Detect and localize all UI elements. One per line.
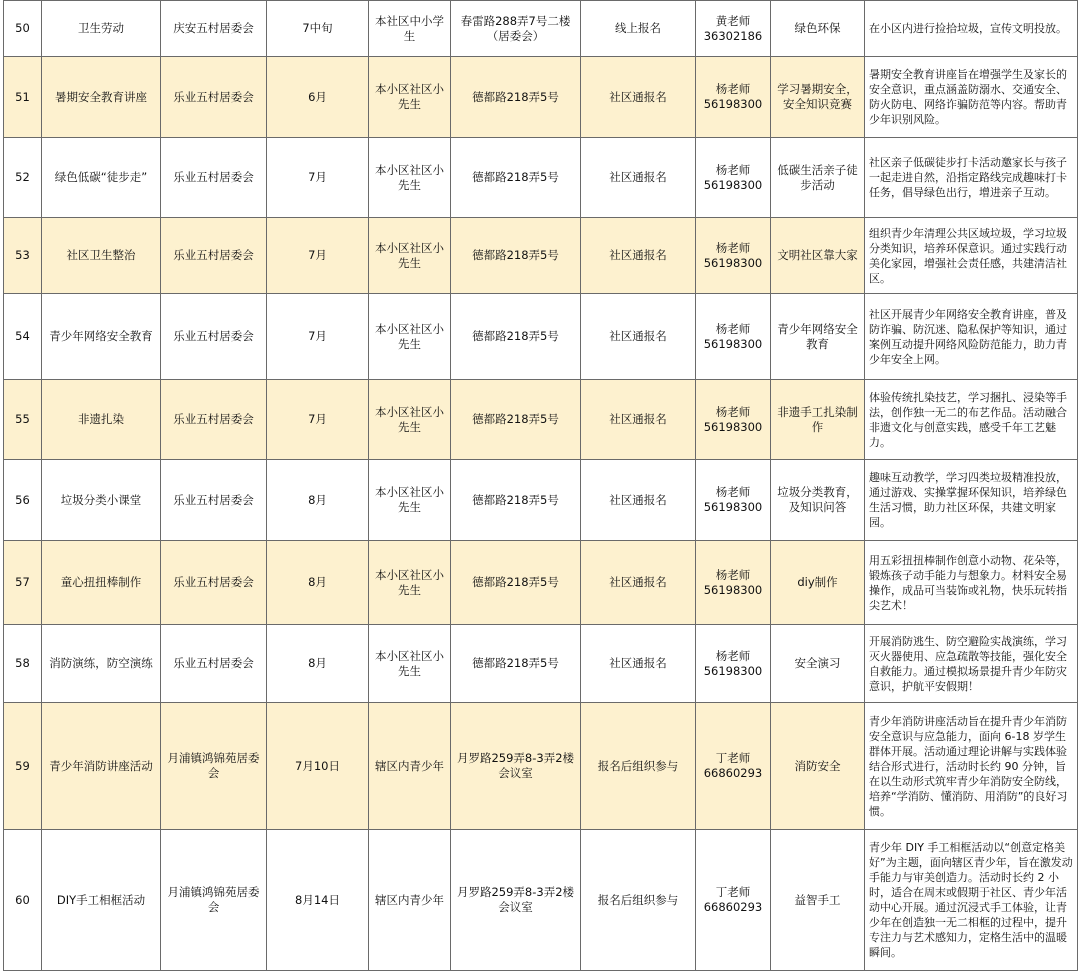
target-audience: 辖区内青少年 [369, 830, 451, 971]
location: 德都路218弄5号 [451, 625, 581, 703]
table-row [4, 703, 1078, 830]
activity-name: 青少年网络安全教育 [42, 294, 161, 380]
row-number: 50 [4, 1, 42, 57]
location: 德都路218弄5号 [451, 460, 581, 541]
activity-type: 绿色环保 [771, 1, 865, 57]
activity-type: 益智手工 [771, 830, 865, 971]
contact-name: 丁老师 [715, 751, 751, 765]
activity-time: 7月 [267, 218, 369, 294]
table-row [4, 541, 1078, 625]
signup-method: 社区通报名 [581, 541, 696, 625]
location: 德都路218弄5号 [451, 138, 581, 218]
contact [696, 138, 771, 218]
organizer: 乐业五村居委会 [161, 57, 267, 138]
location: 德都路218弄5号 [451, 541, 581, 625]
signup-method: 社区通报名 [581, 625, 696, 703]
location: 德都路218弄5号 [451, 218, 581, 294]
activity-time: 8月 [267, 541, 369, 625]
organizer: 乐业五村居委会 [161, 218, 267, 294]
location: 月罗路259弄8-3弄2楼会议室 [451, 703, 581, 830]
activity-time: 6月 [267, 57, 369, 138]
signup-method: 报名后组织参与 [581, 830, 696, 971]
activity-time: 7月 [267, 380, 369, 460]
row-number: 56 [4, 460, 42, 541]
contact [696, 460, 771, 541]
target-audience: 辖区内青少年 [369, 703, 451, 830]
contact [696, 57, 771, 138]
activity-type: 非遗手工扎染制作 [771, 380, 865, 460]
contact-name: 杨老师 [715, 321, 751, 336]
row-number: 52 [4, 138, 42, 218]
target-audience: 本小区社区小先生 [369, 218, 451, 294]
table-row [4, 218, 1078, 294]
contact-name: 丁老师 [715, 885, 751, 899]
table-row [4, 380, 1078, 460]
row-number: 53 [4, 218, 42, 294]
signup-method: 社区通报名 [581, 138, 696, 218]
description: 暑期安全教育讲座旨在增强学生及家长的安全意识，重点涵盖防溺水、交通安全、防火防电、网络诈骗防范等内容。帮助青少年识别风险。 [865, 57, 1078, 138]
target-audience: 本小区社区小先生 [369, 541, 451, 625]
contact [696, 830, 771, 971]
organizer: 月浦镇鸿锦苑居委会 [161, 830, 267, 971]
target-audience: 本社区中小学生 [369, 1, 451, 57]
contact-phone: 66860293 [703, 900, 763, 914]
row-number: 54 [4, 294, 42, 380]
contact-phone: 56198300 [703, 97, 763, 111]
contact-name: 杨老师 [715, 567, 751, 582]
activity-type: 低碳生活亲子徒步活动 [771, 138, 865, 218]
table-row [4, 625, 1078, 703]
activity-name: 童心扭扭棒制作 [42, 541, 161, 625]
activity-name: 卫生劳动 [42, 1, 161, 57]
contact [696, 1, 771, 57]
description: 开展消防逃生、防空避险实战演练，学习灭火器使用、应急疏散等技能，强化安全自救能力。通过模拟场景提升青少年防灾意识，护航平安假期！ [865, 625, 1078, 703]
table-row [4, 830, 1078, 971]
activity-type: 安全演习 [771, 625, 865, 703]
location: 春雷路288弄7号二楼（居委会） [451, 1, 581, 57]
contact-phone: 66860293 [703, 766, 763, 780]
contact [696, 294, 771, 380]
target-audience: 本小区社区小先生 [369, 294, 451, 380]
table-row [4, 57, 1078, 138]
organizer: 庆安五村居委会 [161, 1, 267, 57]
contact [696, 380, 771, 460]
description: 在小区内进行捡拾垃圾，宣传文明投放。 [865, 1, 1078, 57]
activity-type: 文明社区靠大家 [771, 218, 865, 294]
contact [696, 218, 771, 294]
description: 青少年消防讲座活动旨在提升青少年消防安全意识与应急能力，面向 6-18 岁学生群体开展。活动通过理论讲解与实践体验结合形式进行，活动时长约 90 分钟，旨在以生动形式筑牢青少年消防安全防线，培养“学消防、懂消防、用消防”的良好习惯。 [865, 703, 1078, 830]
activity-name: DIY手工相框活动 [42, 830, 161, 971]
activity-time: 8月14日 [267, 830, 369, 971]
signup-method: 社区通报名 [581, 57, 696, 138]
signup-method: 社区通报名 [581, 294, 696, 380]
activity-type: 学习暑期安全，安全知识竞赛 [771, 57, 865, 138]
activity-table [3, 0, 1078, 971]
description: 用五彩扭扭棒制作创意小动物、花朵等，锻炼孩子动手能力与想象力。材料安全易操作，成品可当装饰或礼物，快乐玩转指尖艺术！ [865, 541, 1078, 625]
activity-name: 绿色低碳“徒步走” [42, 138, 161, 218]
location: 德都路218弄5号 [451, 57, 581, 138]
row-number: 60 [4, 830, 42, 971]
signup-method: 社区通报名 [581, 218, 696, 294]
location: 德都路218弄5号 [451, 294, 581, 380]
target-audience: 本小区社区小先生 [369, 380, 451, 460]
row-number: 57 [4, 541, 42, 625]
contact-name: 杨老师 [715, 648, 751, 663]
target-audience: 本小区社区小先生 [369, 625, 451, 703]
organizer: 月浦镇鸿锦苑居委会 [161, 703, 267, 830]
table-row [4, 138, 1078, 218]
activity-type: 垃圾分类教育，及知识问答 [771, 460, 865, 541]
row-number: 59 [4, 703, 42, 830]
activity-time: 8月 [267, 625, 369, 703]
activity-type: 青少年网络安全教育 [771, 294, 865, 380]
contact-phone: 56198300 [703, 582, 763, 597]
contact-name: 杨老师 [715, 404, 751, 419]
description: 社区亲子低碳徒步打卡活动邀家长与孩子一起走进自然，沿指定路线完成趣味打卡任务，倡导绿色出行，增进亲子互动。 [865, 138, 1078, 218]
activity-name: 垃圾分类小课堂 [42, 460, 161, 541]
contact-name: 杨老师 [715, 240, 751, 255]
contact-name: 杨老师 [715, 162, 751, 177]
organizer: 乐业五村居委会 [161, 625, 267, 703]
organizer: 乐业五村居委会 [161, 541, 267, 625]
activity-name: 社区卫生整治 [42, 218, 161, 294]
activity-name: 消防演练，防空演练 [42, 625, 161, 703]
contact [696, 703, 771, 830]
activity-time: 7月 [267, 138, 369, 218]
contact-phone: 56198300 [703, 336, 763, 351]
description: 趣味互动教学，学习四类垃圾精准投放，通过游戏、实操掌握环保知识，培养绿色生活习惯，助力社区环保，共建文明家园。 [865, 460, 1078, 541]
signup-method: 社区通报名 [581, 460, 696, 541]
description: 社区开展青少年网络安全教育讲座，普及防诈骗、防沉迷、隐私保护等知识，通过案例互动提升网络风险防范能力，助力青少年安全上网。 [865, 294, 1078, 380]
contact-phone: 36302186 [703, 28, 763, 43]
activity-time: 8月 [267, 460, 369, 541]
contact-phone: 56198300 [703, 177, 763, 192]
organizer: 乐业五村居委会 [161, 138, 267, 218]
table-row [4, 460, 1078, 541]
activity-name: 青少年消防讲座活动 [42, 703, 161, 830]
organizer: 乐业五村居委会 [161, 460, 267, 541]
row-number: 51 [4, 57, 42, 138]
row-number: 55 [4, 380, 42, 460]
target-audience: 本小区社区小先生 [369, 57, 451, 138]
signup-method: 报名后组织参与 [581, 703, 696, 830]
target-audience: 本小区社区小先生 [369, 138, 451, 218]
description: 体验传统扎染技艺，学习捆扎、浸染等手法，创作独一无二的布艺作品。活动融合非遗文化与创意实践，感受千年工艺魅力。 [865, 380, 1078, 460]
target-audience: 本小区社区小先生 [369, 460, 451, 541]
contact [696, 625, 771, 703]
activity-name: 暑期安全教育讲座 [42, 57, 161, 138]
activity-name: 非遗扎染 [42, 380, 161, 460]
contact-name: 黄老师 [715, 13, 751, 28]
table-row [4, 1, 1078, 57]
contact-phone: 56198300 [703, 663, 763, 678]
organizer: 乐业五村居委会 [161, 380, 267, 460]
contact [696, 541, 771, 625]
signup-method: 社区通报名 [581, 380, 696, 460]
activity-type: 消防安全 [771, 703, 865, 830]
contact-phone: 56198300 [703, 255, 763, 270]
signup-method: 线上报名 [581, 1, 696, 57]
table-row [4, 294, 1078, 380]
location: 德都路218弄5号 [451, 380, 581, 460]
activity-time: 7中旬 [267, 1, 369, 57]
activity-type: diy制作 [771, 541, 865, 625]
description: 组织青少年清理公共区域垃圾，学习垃圾分类知识，培养环保意识。通过实践行动美化家园，增强社会责任感，共建清洁社区。 [865, 218, 1078, 294]
activity-time: 7月 [267, 294, 369, 380]
contact-phone: 56198300 [703, 500, 763, 514]
contact-name: 杨老师 [715, 485, 751, 499]
contact-name: 杨老师 [715, 82, 751, 96]
activity-time: 7月10日 [267, 703, 369, 830]
organizer: 乐业五村居委会 [161, 294, 267, 380]
description: 青少年 DIY 手工相框活动以“创意定格美好”为主题，面向辖区青少年，旨在激发动手能力与审美创造力。活动时长约 2 小时，适合在周末或假期于社区、青少年活动中心开展。通过沉浸式手工体验，让青少年在创造独一无二相框的过程中，提升专注力与艺术感知力，定格生活中的温暖瞬间。 [865, 830, 1078, 971]
contact-phone: 56198300 [703, 419, 763, 434]
location: 月罗路259弄8-3弄2楼会议室 [451, 830, 581, 971]
row-number: 58 [4, 625, 42, 703]
